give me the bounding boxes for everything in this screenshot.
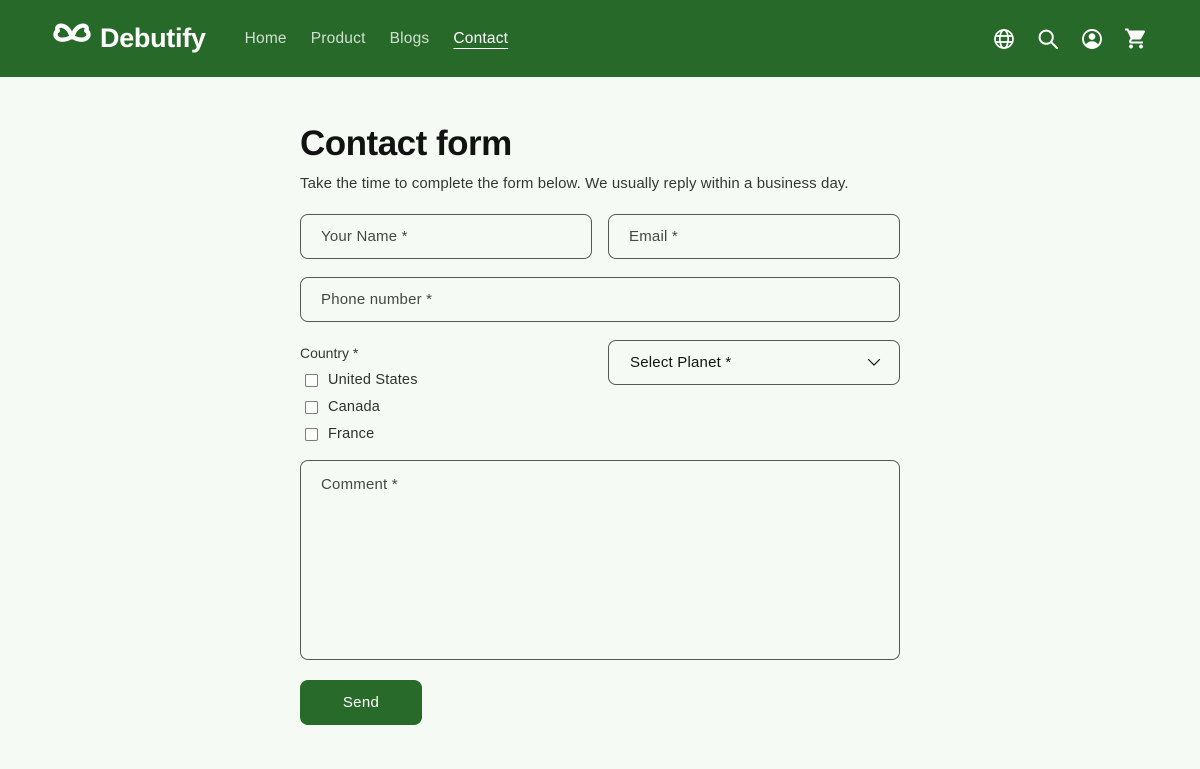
butterfly-logo-icon	[50, 18, 94, 60]
checkbox-label: United States	[328, 372, 418, 388]
header-icons	[992, 27, 1148, 51]
planet-select[interactable]	[608, 340, 900, 385]
name-email-row	[300, 214, 900, 259]
canada-checkbox[interactable]	[305, 401, 318, 414]
name-input[interactable]	[300, 214, 592, 259]
nav-product[interactable]: Product	[310, 29, 366, 47]
language-globe-icon[interactable]	[992, 27, 1016, 51]
nav-home[interactable]: Home	[244, 29, 287, 47]
france-checkbox[interactable]	[305, 428, 318, 441]
country-planet-row	[300, 340, 900, 442]
country-group	[300, 340, 592, 442]
site-header	[0, 0, 1200, 77]
logo[interactable]	[50, 18, 206, 60]
contact-page	[300, 77, 900, 725]
country-label: Country *	[300, 345, 359, 361]
comment-textarea[interactable]	[300, 460, 900, 660]
contact-form	[300, 214, 900, 725]
search-icon[interactable]	[1036, 27, 1060, 51]
chevron-down-icon	[867, 354, 881, 372]
account-icon[interactable]	[1080, 27, 1104, 51]
email-input[interactable]	[608, 214, 900, 259]
checkbox-label: France	[328, 426, 375, 442]
planet-select-value: Select Planet *	[630, 354, 732, 371]
checkbox-france[interactable]	[300, 426, 592, 442]
logo-text: Debutify	[100, 23, 206, 53]
page-title: Contact form	[300, 124, 512, 163]
checkbox-label: Canada	[328, 399, 380, 415]
nav-blogs[interactable]: Blogs	[389, 29, 430, 47]
send-button[interactable]: Send	[300, 680, 422, 725]
main-nav	[245, 30, 509, 48]
page-subtitle: Take the time to complete the form below. We usually reply within a business day.	[300, 175, 849, 192]
cart-icon[interactable]	[1124, 27, 1148, 51]
phone-input[interactable]	[300, 277, 900, 322]
united-states-checkbox[interactable]	[305, 374, 318, 387]
checkbox-canada[interactable]	[300, 399, 592, 415]
nav-contact[interactable]: Contact	[453, 29, 509, 47]
checkbox-united-states[interactable]	[300, 372, 592, 388]
